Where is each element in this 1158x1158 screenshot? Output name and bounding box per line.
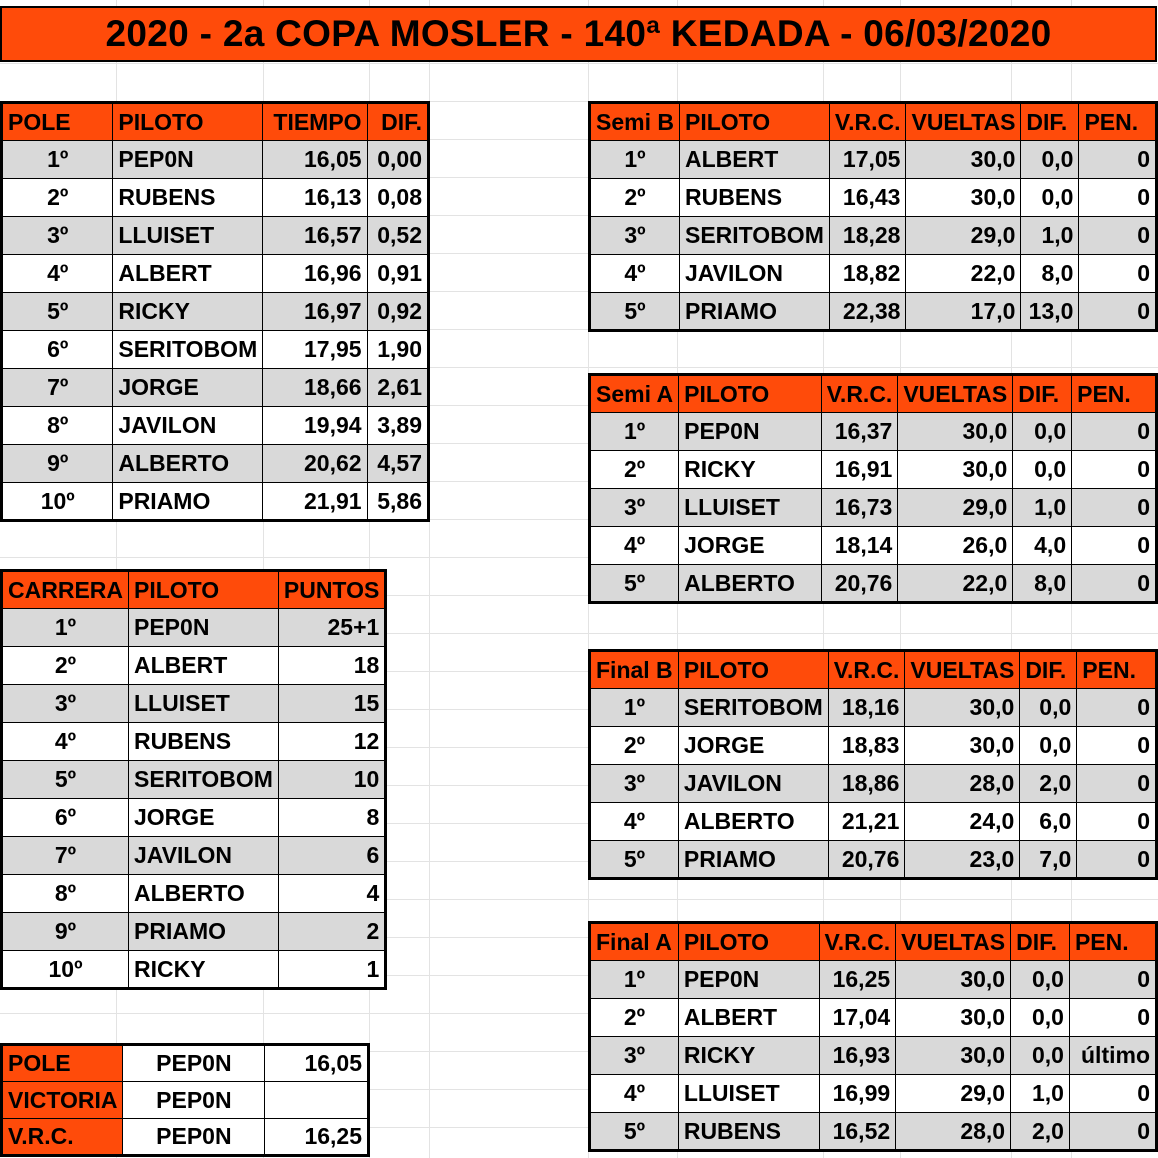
table-cell: 1,0 [1013,489,1072,527]
table-cell: 1º [590,413,679,451]
table-row [2,255,429,293]
table-cell: 20,76 [821,565,898,603]
table-cell: ALBERTO [113,445,263,483]
table-cell: 1º [2,609,129,647]
table-cell: RICKY [129,951,279,989]
table-row [590,293,1157,331]
table-row [2,407,429,445]
column-header: TIEMPO [263,103,367,141]
final-b-table [588,649,1158,880]
table-cell: 1 [278,951,385,989]
table-cell: 16,57 [263,217,367,255]
table-cell: 2º [590,727,679,765]
table-row [2,609,386,647]
table-row [2,445,429,483]
table-cell: 26,0 [898,527,1013,565]
table-cell: PEP0N [678,961,819,999]
table-cell: 6º [2,799,129,837]
table-cell: 18 [278,647,385,685]
table-cell: 0 [1072,413,1157,451]
table-row [590,565,1157,603]
column-header: POLE [2,103,113,141]
table-cell: 3º [2,217,113,255]
table-cell: 8,0 [1021,255,1079,293]
table-cell: 9º [2,445,113,483]
table-cell: JORGE [678,727,828,765]
table-cell: 30,0 [896,999,1011,1037]
table-cell: 4,0 [1013,527,1072,565]
table-row [590,765,1157,803]
table-cell: 1,0 [1011,1075,1070,1113]
table-cell: 0 [1077,803,1157,841]
table-cell: 0 [1069,1075,1156,1113]
table-cell: 7,0 [1020,841,1077,879]
table-cell: 0 [1077,727,1157,765]
table-row [2,217,429,255]
table-cell: 2º [590,999,679,1037]
table-cell: 0 [1079,179,1157,217]
column-header: V.R.C. [821,375,898,413]
table-cell: 1,0 [1021,217,1079,255]
table-cell: PRIAMO [129,913,279,951]
table-cell: 24,0 [905,803,1020,841]
table-cell: 23,0 [905,841,1020,879]
table-row [590,489,1157,527]
table-cell: 29,0 [906,217,1021,255]
table-row [2,179,429,217]
table-cell: 30,0 [898,451,1013,489]
table-cell: 0,0 [1021,179,1079,217]
table-cell: PEP0N [123,1082,265,1119]
column-header: PILOTO [678,923,819,961]
table-cell: 0,91 [367,255,428,293]
table-cell: 18,16 [828,689,905,727]
table-cell: RICKY [679,451,822,489]
table-cell: 1º [590,141,680,179]
table-cell: 16,13 [263,179,367,217]
table-cell: 28,0 [905,765,1020,803]
table-cell: 4º [590,527,679,565]
table-cell: 22,38 [829,293,906,331]
table-cell: 10 [278,761,385,799]
semi-a-table [588,373,1158,604]
column-header: DIF. [367,103,428,141]
table-cell: 19,94 [263,407,367,445]
table-cell: 2º [590,451,679,489]
table-row [590,141,1157,179]
semi-b-table [588,101,1158,332]
table-cell: último [1069,1037,1156,1075]
table-cell: JORGE [129,799,279,837]
table-cell: 16,52 [819,1113,896,1151]
table-cell: 5º [590,293,680,331]
table-cell: 0,0 [1013,451,1072,489]
column-header: PILOTO [129,571,279,609]
table-cell: V.R.C. [2,1119,123,1156]
table-row [590,179,1157,217]
table-row [590,689,1157,727]
table-cell: JAVILON [679,255,829,293]
table-row [590,1037,1157,1075]
table-cell: 20,62 [263,445,367,483]
table-cell: ALBERT [129,647,279,685]
table-cell: 30,0 [896,961,1011,999]
table-cell: 9º [2,913,129,951]
table-row [2,761,386,799]
table-cell: 0,0 [1020,689,1077,727]
table-cell: 17,05 [829,141,906,179]
table-cell: 16,73 [821,489,898,527]
column-header: Semi A [590,375,679,413]
table-cell: 3º [590,489,679,527]
table-cell: PEP0N [113,141,263,179]
table-cell [265,1082,369,1119]
table-row [590,841,1157,879]
table-cell: 0,0 [1011,1037,1070,1075]
table-cell: 13,0 [1021,293,1079,331]
column-header: PILOTO [113,103,263,141]
table-row [590,217,1157,255]
table-cell: 2º [2,647,129,685]
table-cell: 8,0 [1013,565,1072,603]
table-cell: 16,93 [819,1037,896,1075]
table-cell: JAVILON [113,407,263,445]
table-cell: 16,91 [821,451,898,489]
table-cell: 3º [590,1037,679,1075]
table-cell: ALBERTO [678,803,828,841]
table-row [2,647,386,685]
column-header: VUELTAS [905,651,1020,689]
table-cell: 0 [1079,293,1157,331]
table-cell: 30,0 [906,141,1021,179]
table-cell: 0,0 [1013,413,1072,451]
table-cell: 17,95 [263,331,367,369]
table-cell: 3º [590,217,680,255]
table-cell: 0,0 [1020,727,1077,765]
table-cell: 0 [1079,141,1157,179]
table-row [2,799,386,837]
table-cell: 29,0 [898,489,1013,527]
table-cell: 16,05 [265,1045,369,1082]
table-cell: 1º [2,141,113,179]
table-cell: 18,14 [821,527,898,565]
table-cell: 18,82 [829,255,906,293]
table-cell: 0 [1077,765,1157,803]
table-cell: ALBERTO [129,875,279,913]
table-cell: LLUISET [113,217,263,255]
table-row [2,369,429,407]
table-cell: 16,25 [819,961,896,999]
column-header: PILOTO [679,375,822,413]
table-cell: 0 [1069,999,1156,1037]
table-cell: 8º [2,407,113,445]
table-cell: 30,0 [898,413,1013,451]
table-cell: JAVILON [678,765,828,803]
table-cell: 5º [590,565,679,603]
table-header-row [2,103,429,141]
column-header: Final A [590,923,679,961]
table-cell: 16,97 [263,293,367,331]
table-cell: ALBERT [679,141,829,179]
table-cell: 16,96 [263,255,367,293]
table-row [2,483,429,521]
table-row [590,255,1157,293]
table-cell: 3º [2,685,129,723]
table-cell: 16,25 [265,1119,369,1156]
table-cell: SERITOBOM [113,331,263,369]
table-cell: VICTORIA [2,1082,123,1119]
table-cell: 18,28 [829,217,906,255]
table-cell: 0 [1072,565,1157,603]
table-cell: 16,99 [819,1075,896,1113]
table-cell: 21,21 [828,803,905,841]
table-cell: 6º [2,331,113,369]
table-cell: 0,52 [367,217,428,255]
column-header: V.R.C. [819,923,896,961]
table-cell: 0 [1072,527,1157,565]
table-row [2,685,386,723]
table-cell: 0 [1077,689,1157,727]
table-cell: 12 [278,723,385,761]
table-cell: 4º [2,255,113,293]
table-cell: SERITOBOM [678,689,828,727]
table-row [2,837,386,875]
table-cell: 0 [1077,841,1157,879]
table-cell: 5º [2,293,113,331]
table-cell: PRIAMO [678,841,828,879]
table-cell: PRIAMO [113,483,263,521]
table-cell: 30,0 [905,727,1020,765]
table-cell: 15 [278,685,385,723]
table-row [590,451,1157,489]
table-cell: 4 [278,875,385,913]
pole-table [0,101,430,522]
table-cell: ALBERT [678,999,819,1037]
table-cell: 5,86 [367,483,428,521]
table-cell: PEP0N [129,609,279,647]
column-header: PEN. [1072,375,1157,413]
table-cell: 0 [1072,489,1157,527]
table-cell: POLE [2,1045,123,1082]
table-cell: LLUISET [678,1075,819,1113]
table-cell: 0 [1079,255,1157,293]
table-cell: 10º [2,483,113,521]
column-header: CARRERA [2,571,129,609]
table-cell: 1º [590,961,679,999]
table-row [2,141,429,179]
table-cell: ALBERTO [679,565,822,603]
table-cell: 21,91 [263,483,367,521]
table-row [2,875,386,913]
table-cell: 5º [590,841,679,879]
table-cell: JORGE [679,527,822,565]
table-header-row [590,103,1157,141]
column-header: Final B [590,651,679,689]
table-cell: 8º [2,875,129,913]
table-header-row [590,651,1157,689]
table-cell: 5º [2,761,129,799]
column-header: DIF. [1011,923,1070,961]
table-cell: PEP0N [123,1045,265,1082]
table-row [590,727,1157,765]
table-cell: 7º [2,837,129,875]
table-cell: PRIAMO [679,293,829,331]
table-cell: 2º [590,179,680,217]
summary-table [0,1043,370,1157]
table-cell: 7º [2,369,113,407]
page-title: 2020 - 2a COPA MOSLER - 140ª KEDADA - 06/03/2020 [0,6,1157,62]
table-cell: 22,0 [906,255,1021,293]
table-row [2,951,386,989]
table-cell: 18,83 [828,727,905,765]
table-cell: PEP0N [679,413,822,451]
column-header: PEN. [1077,651,1157,689]
table-cell: 22,0 [898,565,1013,603]
table-cell: 29,0 [896,1075,1011,1113]
table-cell: 20,76 [828,841,905,879]
table-header-row [590,375,1157,413]
table-row [590,413,1157,451]
table-cell: RUBENS [113,179,263,217]
table-row [2,1082,369,1119]
table-cell: 3,89 [367,407,428,445]
table-cell: 4º [2,723,129,761]
table-cell: 0 [1069,1113,1156,1151]
table-row [590,961,1157,999]
table-cell: 16,37 [821,413,898,451]
column-header: VUELTAS [906,103,1021,141]
column-header: VUELTAS [898,375,1013,413]
table-cell: 18,86 [828,765,905,803]
table-cell: 2,0 [1011,1113,1070,1151]
column-header: PUNTOS [278,571,385,609]
table-cell: RUBENS [679,179,829,217]
table-cell: JORGE [113,369,263,407]
table-cell: 16,05 [263,141,367,179]
table-cell: 25+1 [278,609,385,647]
column-header: PILOTO [678,651,828,689]
table-cell: 6,0 [1020,803,1077,841]
table-cell: 30,0 [905,689,1020,727]
table-cell: 0,00 [367,141,428,179]
table-cell: JAVILON [129,837,279,875]
table-cell: PEP0N [123,1119,265,1156]
table-cell: 4º [590,255,680,293]
column-header: Semi B [590,103,680,141]
column-header: DIF. [1013,375,1072,413]
table-row [2,1119,369,1156]
table-cell: 1,90 [367,331,428,369]
table-cell: 1º [590,689,679,727]
table-cell: 4º [590,803,679,841]
table-cell: 28,0 [896,1113,1011,1151]
table-cell: 30,0 [906,179,1021,217]
table-cell: 30,0 [896,1037,1011,1075]
table-cell: RUBENS [129,723,279,761]
table-row [2,913,386,951]
table-header-row [590,923,1157,961]
table-cell: LLUISET [679,489,822,527]
table-cell: 3º [590,765,679,803]
carrera-table [0,569,387,990]
table-cell: SERITOBOM [129,761,279,799]
table-cell: 8 [278,799,385,837]
table-cell: 17,0 [906,293,1021,331]
column-header: DIF. [1020,651,1077,689]
table-cell: 2,0 [1020,765,1077,803]
table-row [2,331,429,369]
table-cell: 10º [2,951,129,989]
table-cell: 4º [590,1075,679,1113]
table-cell: SERITOBOM [679,217,829,255]
table-cell: LLUISET [129,685,279,723]
column-header: V.R.C. [828,651,905,689]
table-cell: 0,0 [1011,961,1070,999]
table-cell: 0 [1069,961,1156,999]
table-cell: 5º [590,1113,679,1151]
table-cell: 0 [1079,217,1157,255]
table-cell: 2,61 [367,369,428,407]
table-cell: 2 [278,913,385,951]
table-cell: 2º [2,179,113,217]
table-header-row [2,571,386,609]
table-cell: 0,08 [367,179,428,217]
table-cell: RICKY [113,293,263,331]
table-cell: 6 [278,837,385,875]
table-row [2,293,429,331]
table-row [590,999,1157,1037]
table-cell: RUBENS [678,1113,819,1151]
table-cell: ALBERT [113,255,263,293]
final-a-table [588,921,1158,1152]
table-cell: 0,92 [367,293,428,331]
column-header: PEN. [1079,103,1157,141]
table-row [590,1075,1157,1113]
table-cell: 0,0 [1011,999,1070,1037]
table-row [2,723,386,761]
table-cell: RICKY [678,1037,819,1075]
column-header: VUELTAS [896,923,1011,961]
table-row [590,803,1157,841]
column-header: DIF. [1021,103,1079,141]
table-cell: 0 [1072,451,1157,489]
gridline [0,63,1158,64]
table-cell: 18,66 [263,369,367,407]
table-row [2,1045,369,1082]
table-cell: 16,43 [829,179,906,217]
column-header: PEN. [1069,923,1156,961]
table-cell: 0,0 [1021,141,1079,179]
table-cell: 17,04 [819,999,896,1037]
table-row [590,527,1157,565]
column-header: PILOTO [679,103,829,141]
table-row [590,1113,1157,1151]
column-header: V.R.C. [829,103,906,141]
table-cell: 4,57 [367,445,428,483]
